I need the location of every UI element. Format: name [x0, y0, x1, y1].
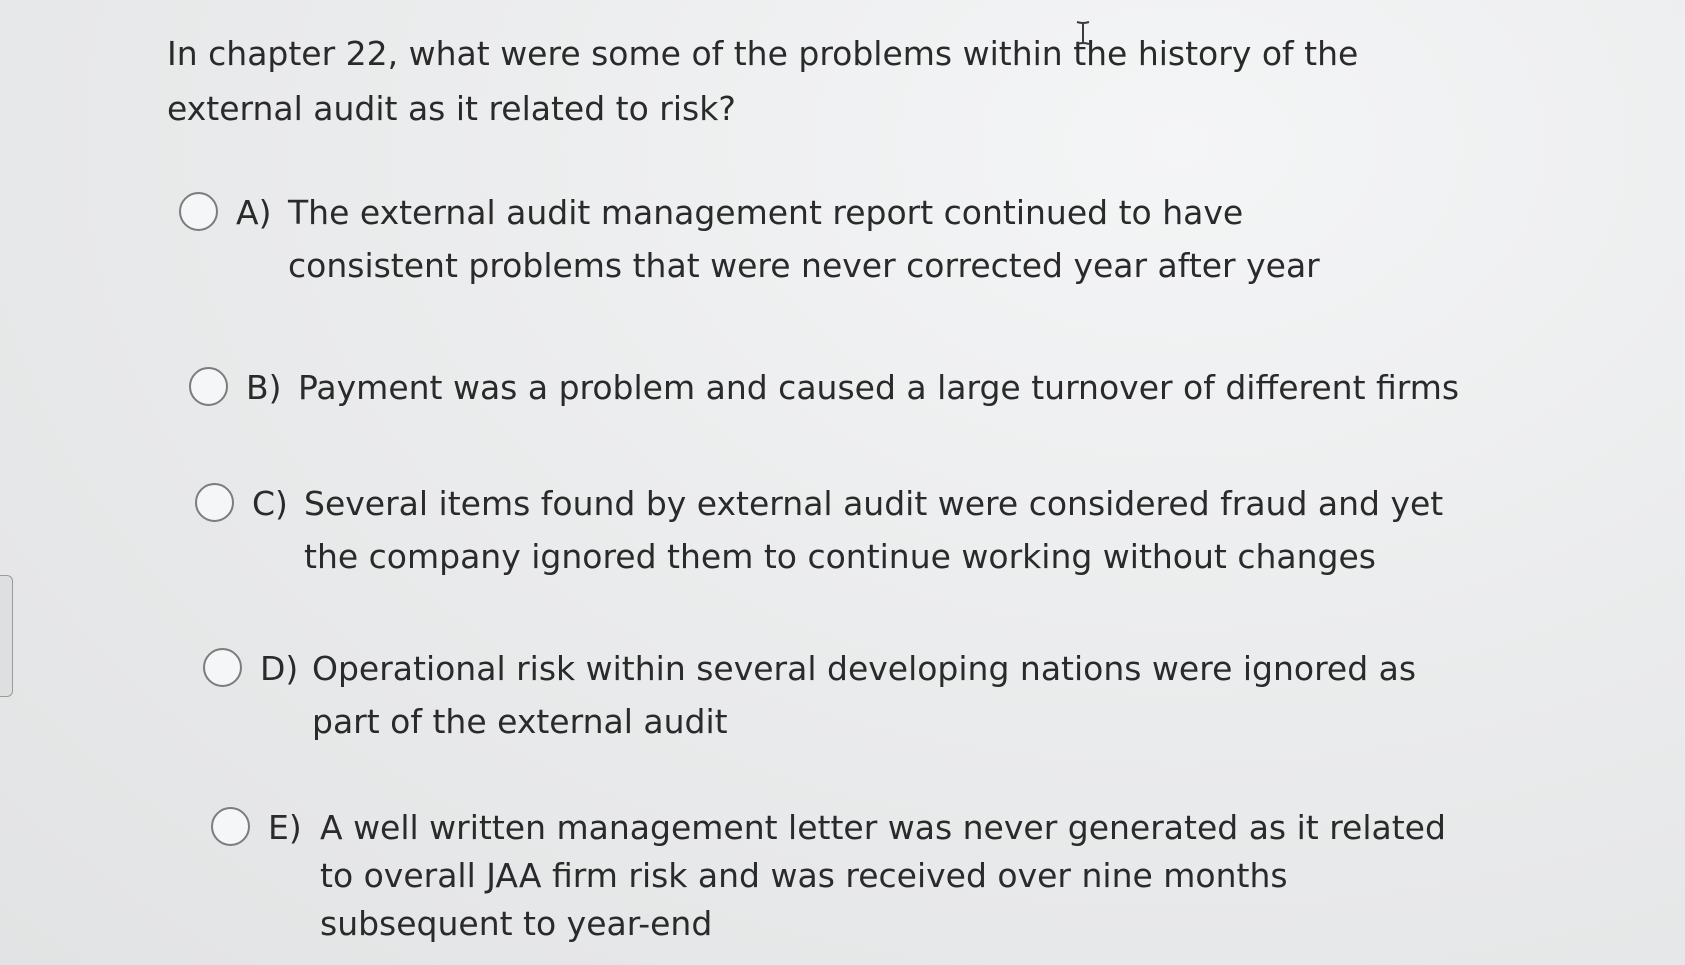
option-text[interactable]: A well written management letter was never generated as it related to overall JAA firm risk and was received over nine months subsequent to year-end [320, 808, 1446, 943]
option-d[interactable] [203, 642, 1462, 748]
option-letter: C) [252, 484, 288, 523]
radio-button-b[interactable] [189, 367, 228, 406]
option-letter: D) [260, 649, 299, 688]
option-c[interactable] [195, 477, 1444, 583]
radio-button-c[interactable] [195, 483, 234, 522]
option-text[interactable]: Payment was a problem and caused a large turnover of different firms [298, 368, 1460, 407]
option-text[interactable]: Operational risk within several developing nations were ignored as part of the external audit [312, 649, 1417, 741]
radio-button-e[interactable] [211, 807, 250, 846]
radio-button-a[interactable] [179, 192, 218, 231]
option-b[interactable] [189, 361, 1498, 414]
radio-button-d[interactable] [203, 648, 242, 687]
question-text: In chapter 22, what were some of the problems within the history of the external audit as it related to risk? [167, 34, 1359, 128]
option-letter: A) [236, 193, 272, 232]
option-letter: E) [268, 808, 302, 847]
option-text[interactable]: The external audit management report continued to have consistent problems that were never corrected year after year [288, 193, 1320, 285]
option-text[interactable]: Several items found by external audit were considered fraud and yet the company ignored them to continue working without changes [304, 484, 1444, 576]
option-a[interactable] [179, 186, 1418, 292]
option-e[interactable] [211, 804, 1485, 948]
option-letter: B) [246, 368, 282, 407]
